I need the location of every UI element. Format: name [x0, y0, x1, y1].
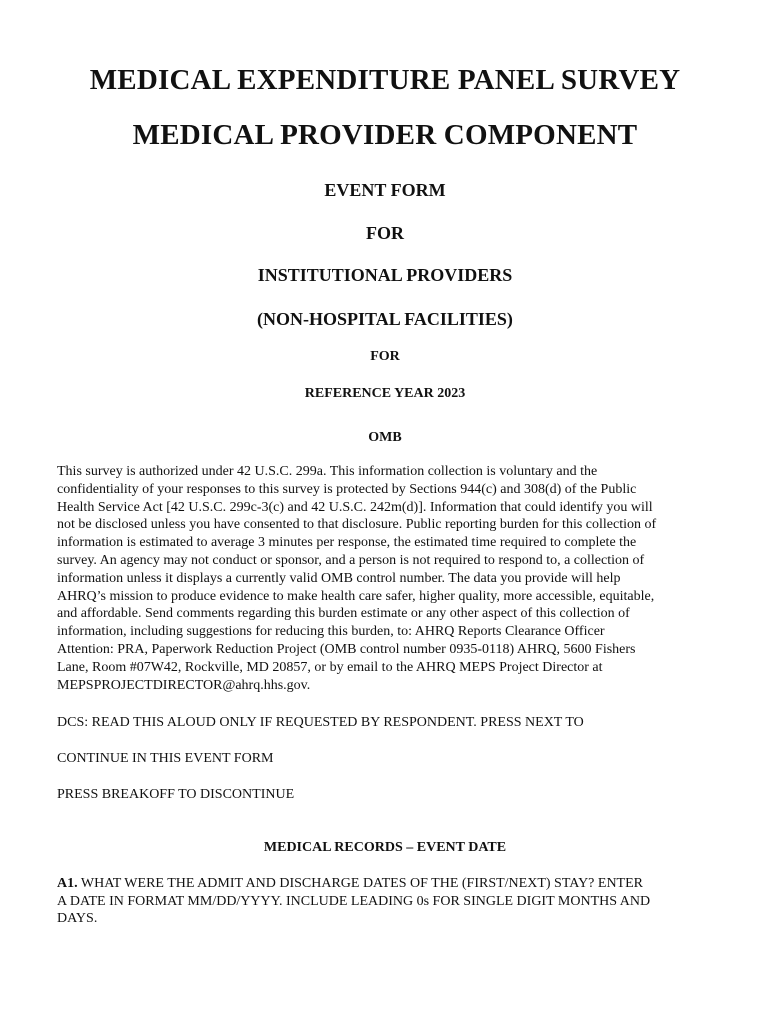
instruction-read-aloud: DCS: READ THIS ALOUD ONLY IF REQUESTED BY RESPONDENT. PRESS NEXT TO — [57, 715, 584, 730]
disclosure-line: Attention: PRA, Paperwork Reduction Project (OMB control number 0935-0118) AHRQ, 5600 Fishers — [57, 641, 636, 657]
disclosure-line: and affordable. Send comments regarding this burden estimate or any other aspect of this collection of — [57, 606, 630, 622]
question-a1 — [57, 875, 717, 928]
omb-heading: OMB — [368, 430, 402, 445]
disclosure-line: This survey is authorized under 42 U.S.C. 299a. This information collection is voluntary and the — [57, 464, 598, 479]
disclosure-line: information is estimated to average 3 minutes per response, the estimated time required to complete the — [57, 535, 637, 551]
non-hospital-facilities-heading: (NON-HOSPITAL FACILITIES) — [257, 309, 513, 329]
event-form-heading: EVENT FORM — [324, 180, 446, 200]
disclosure-paragraph — [57, 463, 717, 694]
reference-year-heading: REFERENCE YEAR 2023 — [304, 386, 466, 401]
for-heading-1: FOR — [366, 223, 404, 243]
question-a1-line — [57, 875, 717, 893]
question-a1-line: DAYS. — [57, 911, 98, 926]
disclosure-line: not be disclosed unless you have consented to that disclosure. Public reporting burden for this collection of — [57, 517, 657, 533]
disclosure-line: confidentiality of your responses to this survey is protected by Sections 944(c) and 308(d) of the Public — [57, 481, 637, 497]
disclosure-line: information, including suggestions for reducing this burden, to: AHRQ Reports Clearance Officer — [57, 624, 605, 640]
instruction-continue: CONTINUE IN THIS EVENT FORM — [57, 751, 274, 766]
instruction-breakoff: PRESS BREAKOFF TO DISCONTINUE — [57, 787, 295, 802]
disclosure-line: survey. An agency may not conduct or sponsor, and a person is not required to respond to, a collection of — [57, 552, 645, 568]
title-line-2: MEDICAL PROVIDER COMPONENT — [132, 119, 638, 151]
disclosure-line: Lane, Room #07W42, Rockville, MD 20857, or by email to the AHRQ MEPS Project Director at — [57, 659, 603, 675]
institutional-providers-heading: INSTITUTIONAL PROVIDERS — [257, 265, 513, 285]
disclosure-line: MEPSPROJECTDIRECTOR@ahrq.hhs.gov. — [57, 677, 311, 693]
question-a1-text: WHAT WERE THE ADMIT AND DISCHARGE DATES OF THE (FIRST/NEXT) STAY? ENTER — [77, 876, 643, 891]
for-heading-2: FOR — [370, 349, 400, 364]
question-a1-line: A DATE IN FORMAT MM/DD/YYYY. INCLUDE LEADING 0s FOR SINGLE DIGIT MONTHS AND — [57, 893, 651, 909]
disclosure-line: Health Service Act [42 U.S.C. 299c-3(c) and 42 U.S.C. 242m(d)]. Information that could identify you will — [57, 499, 653, 515]
title-line-1: MEDICAL EXPENDITURE PANEL SURVEY — [89, 64, 681, 96]
question-number: A1. — [57, 876, 78, 891]
disclosure-line: AHRQ’s mission to produce evidence to make health care safer, higher quality, more accessible, equitable, — [57, 588, 655, 604]
section-heading-event-date: MEDICAL RECORDS – EVENT DATE — [263, 840, 507, 855]
disclosure-line: information unless it displays a currently valid OMB control number. The data you provide will help — [57, 570, 621, 586]
